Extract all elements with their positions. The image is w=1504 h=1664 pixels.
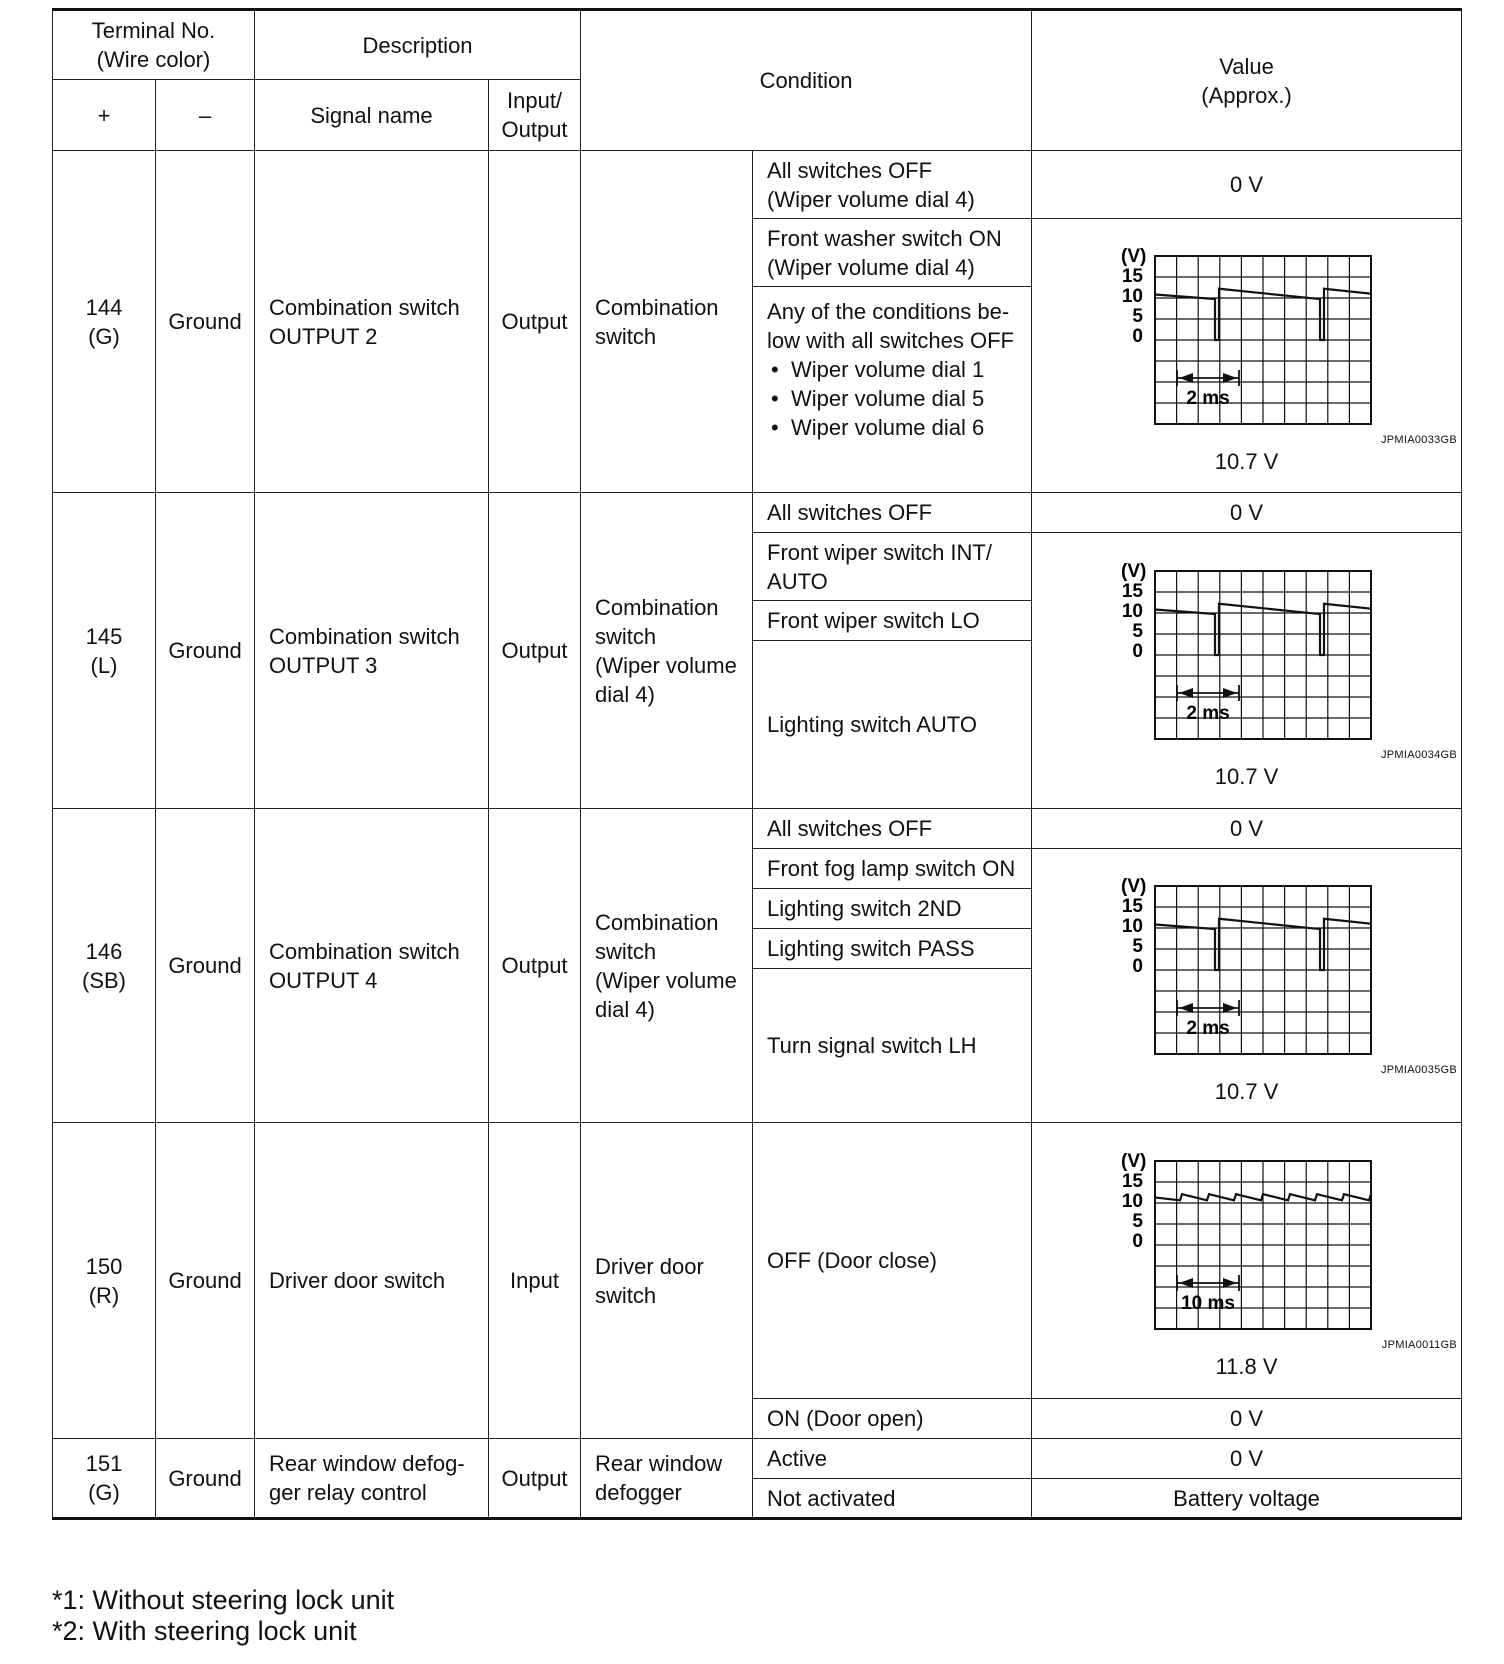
condition-main: Driver door switch — [581, 1123, 753, 1439]
condition-item: OFF (Door close) — [753, 1123, 1032, 1399]
value-cell: 0 V — [1032, 809, 1462, 849]
ground-label: Ground — [156, 493, 255, 809]
condition-item: Lighting switch AUTO — [753, 641, 1032, 809]
header-minus: – — [156, 80, 255, 151]
condition-item: Front wiper switch LO — [753, 601, 1032, 641]
waveform-value: 10.7 V — [1214, 1078, 1279, 1104]
time-scale-label: 10 ms — [1180, 1292, 1235, 1314]
tick-label: 5 — [1131, 1210, 1143, 1232]
terminal-number: 150 (R) — [53, 1123, 156, 1439]
waveform-cell — [1032, 1123, 1462, 1399]
terminal-number: 146 (SB) — [53, 809, 156, 1123]
waveform-value: 10.7 V — [1214, 763, 1279, 789]
waveform-cell — [1032, 533, 1462, 809]
condition-item: Active — [753, 1439, 1032, 1479]
io-type: Output — [489, 1439, 581, 1519]
figure-code: JPMIA0011GB — [1381, 1338, 1458, 1351]
condition-item: Front wiper switch INT/ AUTO — [753, 533, 1032, 601]
io-type: Input — [489, 1123, 581, 1439]
time-scale-label: 2 ms — [1185, 387, 1230, 409]
tick-label: 0 — [1131, 1230, 1143, 1252]
header-input-output: Input/ Output — [489, 80, 581, 151]
tick-label: 15 — [1121, 895, 1143, 917]
io-type: Output — [489, 809, 581, 1123]
ground-label: Ground — [156, 151, 255, 493]
condition-bullet: • Wiper volume dial 6 — [767, 413, 1017, 442]
condition-main: Combination switch — [581, 151, 753, 493]
waveform-figure — [1036, 1147, 1457, 1381]
header-condition: Condition — [581, 10, 1032, 151]
waveform-chart — [1097, 872, 1397, 1064]
value-cell: Battery voltage — [1032, 1479, 1462, 1519]
tick-label: 15 — [1121, 580, 1143, 602]
tick-label: 0 — [1131, 325, 1143, 347]
waveform-chart — [1097, 242, 1397, 434]
tick-label: 0 — [1131, 955, 1143, 977]
waveform-figure — [1036, 557, 1457, 791]
tick-label: 0 — [1131, 640, 1143, 662]
condition-bullet: • Wiper volume dial 5 — [767, 384, 1017, 413]
condition-item: Lighting switch 2ND — [753, 889, 1032, 929]
condition-main: Combination switch (Wiper volume dial 4) — [581, 493, 753, 809]
signal-name: Driver door switch — [255, 1123, 489, 1439]
waveform-cell — [1032, 849, 1462, 1123]
tick-label: 5 — [1131, 305, 1143, 327]
unit-label: (V) — [1120, 560, 1146, 582]
signal-name: Combination switch OUTPUT 2 — [255, 151, 489, 493]
waveform-value: 10.7 V — [1214, 448, 1279, 474]
unit-label: (V) — [1120, 875, 1146, 897]
waveform-chart — [1097, 557, 1397, 749]
terminal-number: 145 (L) — [53, 493, 156, 809]
header-terminal-no: Terminal No. (Wire color) — [53, 10, 255, 80]
condition-main: Rear window defogger — [581, 1439, 753, 1519]
io-type: Output — [489, 493, 581, 809]
condition-bullet: • Wiper volume dial 1 — [767, 355, 1017, 384]
condition-item: ON (Door open) — [753, 1399, 1032, 1439]
tick-label: 5 — [1131, 935, 1143, 957]
terminal-table — [52, 8, 1462, 1520]
value-cell: 0 V — [1032, 151, 1462, 219]
value-cell: 0 V — [1032, 1399, 1462, 1439]
header-description: Description — [255, 10, 581, 80]
terminal-number: 151 (G) — [53, 1439, 156, 1519]
figure-code: JPMIA0034GB — [1380, 748, 1458, 761]
value-cell: 0 V — [1032, 493, 1462, 533]
io-type: Output — [489, 151, 581, 493]
waveform-figure — [1036, 872, 1457, 1106]
condition-item: All switches OFF — [753, 493, 1032, 533]
waveform-chart — [1097, 1147, 1397, 1339]
condition-item: Not activated — [753, 1479, 1032, 1519]
tick-label: 10 — [1121, 1190, 1143, 1212]
condition-main: Combination switch (Wiper volume dial 4) — [581, 809, 753, 1123]
tick-label: 10 — [1121, 600, 1143, 622]
header-value: Value (Approx.) — [1032, 10, 1462, 151]
condition-text: Any of the conditions be- low with all switches OFF — [767, 299, 1014, 353]
time-scale-label: 2 ms — [1185, 702, 1230, 724]
condition-item: Front washer switch ON (Wiper volume dial 4) — [753, 219, 1032, 287]
signal-name: Rear window defog- ger relay control — [255, 1439, 489, 1519]
condition-item: Lighting switch PASS — [753, 929, 1032, 969]
signal-name: Combination switch OUTPUT 4 — [255, 809, 489, 1123]
ground-label: Ground — [156, 1123, 255, 1439]
tick-label: 15 — [1121, 265, 1143, 287]
time-scale-label: 2 ms — [1185, 1017, 1230, 1039]
tick-label: 10 — [1121, 285, 1143, 307]
header-signal-name: Signal name — [255, 80, 489, 151]
waveform-value: 11.8 V — [1215, 1353, 1278, 1379]
figure-code: JPMIA0035GB — [1380, 1063, 1458, 1076]
condition-item: All switches OFF (Wiper volume dial 4) — [753, 151, 1032, 219]
tick-label: 15 — [1121, 1170, 1143, 1192]
condition-item: All switches OFF — [753, 809, 1032, 849]
ground-label: Ground — [156, 809, 255, 1123]
signal-name: Combination switch OUTPUT 3 — [255, 493, 489, 809]
condition-item — [753, 287, 1032, 493]
value-cell: 0 V — [1032, 1439, 1462, 1479]
ground-label: Ground — [156, 1439, 255, 1519]
tick-label: 10 — [1121, 915, 1143, 937]
footnote: *2: With steering lock unit — [52, 1616, 357, 1646]
terminal-number: 144 (G) — [53, 151, 156, 493]
waveform-cell — [1032, 219, 1462, 493]
waveform-figure — [1036, 242, 1457, 476]
tick-label: 5 — [1131, 620, 1143, 642]
footnotes — [52, 1585, 394, 1647]
figure-code: JPMIA0033GB — [1380, 433, 1458, 446]
condition-item: Front fog lamp switch ON — [753, 849, 1032, 889]
header-plus: + — [53, 80, 156, 151]
unit-label: (V) — [1120, 245, 1146, 267]
footnote: *1: Without steering lock unit — [52, 1585, 395, 1615]
condition-item: Turn signal switch LH — [753, 969, 1032, 1123]
unit-label: (V) — [1120, 1150, 1146, 1172]
